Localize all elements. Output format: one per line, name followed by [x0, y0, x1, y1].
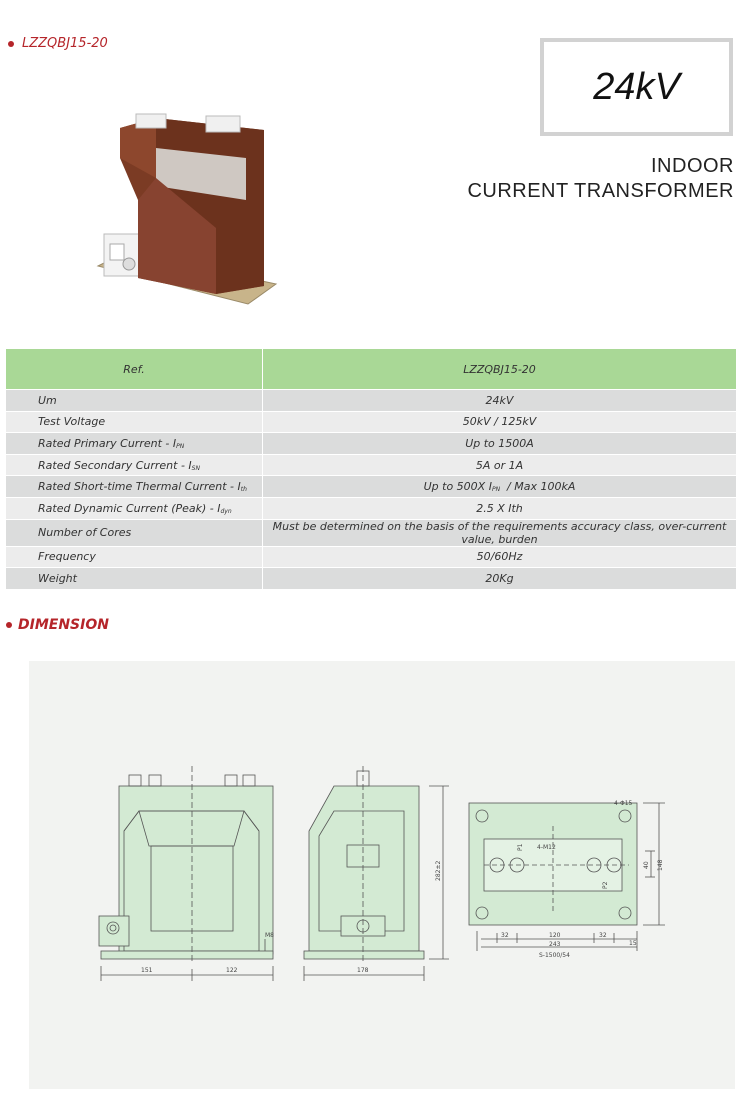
bullet-icon: [6, 622, 12, 628]
spec-value: 5A or 1A: [263, 454, 737, 476]
model-name: LZZQBJ15-20: [22, 36, 108, 51]
dim-thread-label: 4-M12: [537, 844, 556, 851]
spec-row-primary-current: [6, 433, 736, 455]
spec-row-weight: [6, 568, 736, 590]
dimension-drawing: [29, 661, 735, 1089]
spec-label: Test Voltage: [6, 411, 263, 433]
dim-top-40: 40: [643, 861, 650, 869]
product-title-line1: INDOOR: [651, 155, 734, 177]
model-heading: [8, 36, 108, 51]
spec-row-cores: [6, 519, 736, 546]
spec-label: Rated Primary Current - $I_{PN}$: [6, 433, 263, 455]
product-photo: [96, 108, 286, 308]
spec-row-dynamic-current: [6, 497, 736, 519]
terminal-p2-label: P2: [602, 881, 609, 889]
spec-row-secondary-current: [6, 454, 736, 476]
dim-side-height: 282±2: [435, 860, 442, 881]
spec-label: Rated Short-time Thermal Current - $I_{th}$: [6, 476, 263, 498]
product-title-line2: CURRENT TRANSFORMER: [467, 180, 734, 202]
voltage-rating: 24kV: [593, 65, 680, 108]
dim-scale-note: S-1500/54: [539, 952, 570, 959]
top-view: [469, 803, 665, 951]
dim-top-32a: 32: [501, 932, 509, 939]
dim-bolt: M8: [265, 932, 274, 939]
spec-value: Up to 1500A: [263, 433, 737, 455]
spec-table: [6, 349, 736, 590]
spec-header-label: Ref.: [6, 349, 263, 390]
dim-top-148: 148: [657, 859, 664, 871]
spec-label: Weight: [6, 568, 263, 590]
dim-front-right: 122: [226, 967, 238, 974]
spec-label: Rated Dynamic Current (Peak) - $I_{dyn}$: [6, 497, 263, 519]
spec-row-test-voltage: [6, 411, 736, 433]
dim-top-32b: 32: [599, 932, 607, 939]
spec-row-um: [6, 390, 736, 412]
spec-value: 50kV / 125kV: [263, 411, 737, 433]
bullet-icon: [8, 41, 14, 47]
spec-value: 50/60Hz: [263, 546, 737, 568]
spec-label: Frequency: [6, 546, 263, 568]
dimension-heading: [6, 617, 109, 633]
spec-value: 2.5 X Ith: [263, 497, 737, 519]
dim-hole-label: 4-Φ15: [614, 800, 633, 807]
dim-top-overall: 243: [549, 941, 561, 948]
spec-row-frequency: [6, 546, 736, 568]
spec-label: Um: [6, 390, 263, 412]
side-view: [304, 766, 449, 981]
dimension-title: DIMENSION: [18, 617, 109, 633]
spec-header-row: [6, 349, 736, 390]
spec-row-thermal-current: [6, 476, 736, 498]
spec-value: 20Kg: [263, 568, 737, 590]
spec-label: Rated Secondary Current - $I_{SN}$: [6, 454, 263, 476]
voltage-box: [540, 38, 733, 136]
terminal-p1-label: P1: [517, 843, 524, 851]
spec-value: Must be determined on the basis of the requirements accuracy class, over-current value, burden: [263, 519, 737, 546]
dim-top-15: 15: [629, 940, 637, 947]
front-view: [99, 766, 273, 981]
dim-front-left: 151: [141, 967, 153, 974]
spec-value: Up to 500X $I_{PN}$ / Max 100kA: [263, 476, 737, 498]
spec-value: 24kV: [263, 390, 737, 412]
dim-side-width: 178: [357, 967, 369, 974]
dim-top-120: 120: [549, 932, 561, 939]
spec-header-value: LZZQBJ15-20: [263, 349, 737, 390]
spec-label: Number of Cores: [6, 519, 263, 546]
